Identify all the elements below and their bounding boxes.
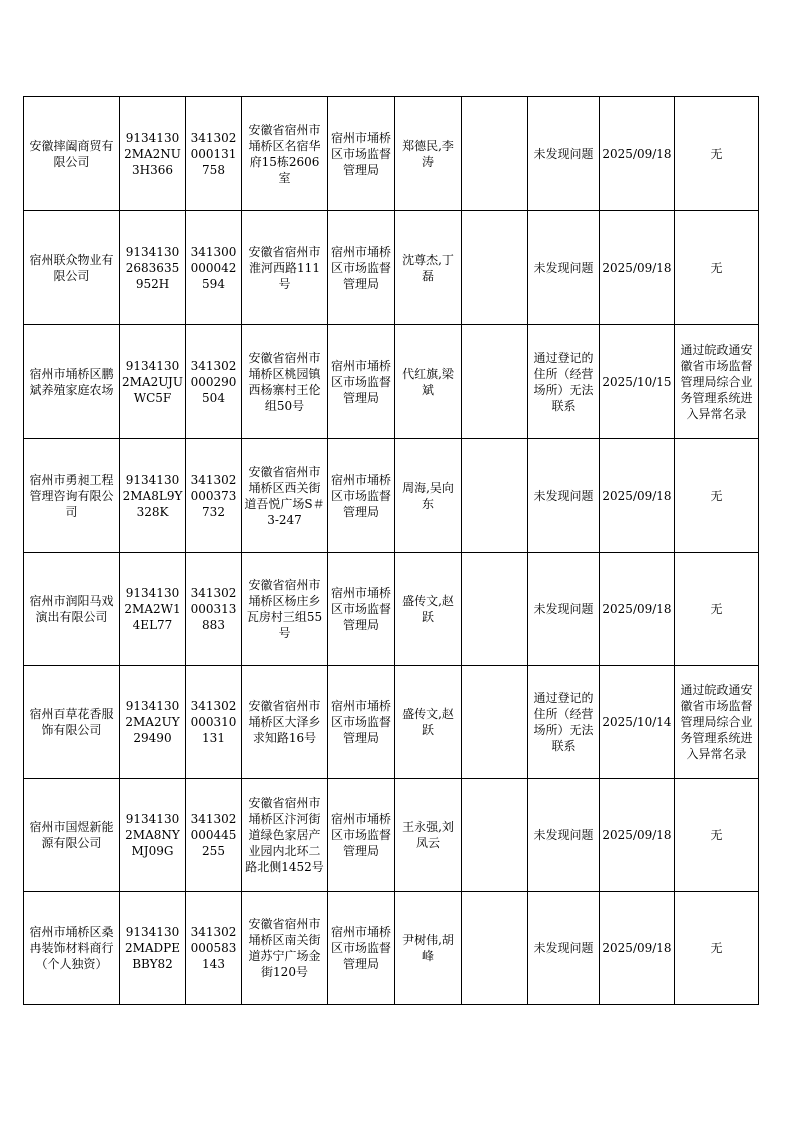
credit-code: 91341302MA8NYMJ09G bbox=[120, 779, 186, 892]
address: 安徽省宿州市埇桥区南关街道苏宁广场金街120号 bbox=[242, 892, 328, 1005]
authority: 宿州市埇桥区市场监督管理局 bbox=[328, 439, 395, 553]
registration-number: 341302000373732 bbox=[186, 439, 242, 553]
credit-code: 91341302683635952H bbox=[120, 211, 186, 325]
company-name: 宿州市埇桥区桑冉装饰材料商行（个人独资） bbox=[24, 892, 120, 1005]
credit-code: 91341302MA2NU3H366 bbox=[120, 97, 186, 211]
inspection-date: 2025/10/14 bbox=[600, 666, 675, 779]
address: 安徽省宿州市淮河西路111号 bbox=[242, 211, 328, 325]
blank-cell bbox=[462, 892, 528, 1005]
registration-number: 341302000583143 bbox=[186, 892, 242, 1005]
table-row bbox=[24, 666, 759, 779]
authority: 宿州市埇桥区市场监督管理局 bbox=[328, 97, 395, 211]
inspectors: 盛传文,赵跃 bbox=[395, 553, 462, 666]
inspection-date: 2025/09/18 bbox=[600, 211, 675, 325]
inspection-date: 2025/09/18 bbox=[600, 553, 675, 666]
registration-number: 341302000313883 bbox=[186, 553, 242, 666]
handling-result: 通过皖政通安徽省市场监督管理局综合业务管理系统进入异常名录 bbox=[675, 325, 759, 439]
inspection-result: 未发现问题 bbox=[528, 553, 600, 666]
inspection-result: 未发现问题 bbox=[528, 892, 600, 1005]
handling-result: 无 bbox=[675, 553, 759, 666]
blank-cell bbox=[462, 211, 528, 325]
table-body bbox=[24, 97, 759, 1005]
inspectors: 尹树伟,胡峰 bbox=[395, 892, 462, 1005]
inspectors: 代红旗,梁斌 bbox=[395, 325, 462, 439]
inspection-results-table bbox=[23, 96, 759, 1005]
credit-code: 91341302MA8L9Y328K bbox=[120, 439, 186, 553]
inspection-result: 通过登记的住所（经营场所）无法联系 bbox=[528, 325, 600, 439]
address: 安徽省宿州市埇桥区大泽乡求知路16号 bbox=[242, 666, 328, 779]
handling-result: 无 bbox=[675, 211, 759, 325]
inspection-result: 未发现问题 bbox=[528, 439, 600, 553]
inspection-result: 未发现问题 bbox=[528, 779, 600, 892]
company-name: 宿州百草花香服饰有限公司 bbox=[24, 666, 120, 779]
registration-number: 341302000310131 bbox=[186, 666, 242, 779]
credit-code: 91341302MA2UJUWC5F bbox=[120, 325, 186, 439]
inspection-date: 2025/10/15 bbox=[600, 325, 675, 439]
company-name: 宿州市勇昶工程管理咨询有限公司 bbox=[24, 439, 120, 553]
inspection-result: 未发现问题 bbox=[528, 97, 600, 211]
authority: 宿州市埇桥区市场监督管理局 bbox=[328, 666, 395, 779]
table-row bbox=[24, 439, 759, 553]
inspection-result: 通过登记的住所（经营场所）无法联系 bbox=[528, 666, 600, 779]
inspection-result: 未发现问题 bbox=[528, 211, 600, 325]
inspectors: 沈尊杰,丁磊 bbox=[395, 211, 462, 325]
inspection-date: 2025/09/18 bbox=[600, 97, 675, 211]
company-name: 宿州市国煜新能源有限公司 bbox=[24, 779, 120, 892]
table-row bbox=[24, 553, 759, 666]
handling-result: 无 bbox=[675, 439, 759, 553]
handling-result: 通过皖政通安徽省市场监督管理局综合业务管理系统进入异常名录 bbox=[675, 666, 759, 779]
credit-code: 91341302MADPEBBY82 bbox=[120, 892, 186, 1005]
blank-cell bbox=[462, 325, 528, 439]
authority: 宿州市埇桥区市场监督管理局 bbox=[328, 553, 395, 666]
inspection-date: 2025/09/18 bbox=[600, 439, 675, 553]
registration-number: 341302000445255 bbox=[186, 779, 242, 892]
handling-result: 无 bbox=[675, 97, 759, 211]
table-row bbox=[24, 97, 759, 211]
address: 安徽省宿州市埇桥区杨庄乡瓦房村三组55号 bbox=[242, 553, 328, 666]
credit-code: 91341302MA2UY29490 bbox=[120, 666, 186, 779]
registration-number: 341302000290504 bbox=[186, 325, 242, 439]
blank-cell bbox=[462, 97, 528, 211]
company-name: 宿州市润阳马戏演出有限公司 bbox=[24, 553, 120, 666]
table-row bbox=[24, 325, 759, 439]
inspectors: 王永强,刘凤云 bbox=[395, 779, 462, 892]
table-row bbox=[24, 779, 759, 892]
registration-number: 341302000131758 bbox=[186, 97, 242, 211]
inspectors: 周海,吴向东 bbox=[395, 439, 462, 553]
table-row bbox=[24, 892, 759, 1005]
authority: 宿州市埇桥区市场监督管理局 bbox=[328, 325, 395, 439]
inspection-date: 2025/09/18 bbox=[600, 892, 675, 1005]
handling-result: 无 bbox=[675, 779, 759, 892]
blank-cell bbox=[462, 779, 528, 892]
table-row bbox=[24, 211, 759, 325]
address: 安徽省宿州市埇桥区名宿华府15栋2606室 bbox=[242, 97, 328, 211]
address: 安徽省宿州市埇桥区汴河街道绿色家居产业园内北环二路北侧1452号 bbox=[242, 779, 328, 892]
handling-result: 无 bbox=[675, 892, 759, 1005]
blank-cell bbox=[462, 666, 528, 779]
authority: 宿州市埇桥区市场监督管理局 bbox=[328, 211, 395, 325]
registration-number: 341300000042594 bbox=[186, 211, 242, 325]
inspection-date: 2025/09/18 bbox=[600, 779, 675, 892]
blank-cell bbox=[462, 553, 528, 666]
credit-code: 91341302MA2W14EL77 bbox=[120, 553, 186, 666]
address: 安徽省宿州市埇桥区西关街道吾悦广场S＃3-247 bbox=[242, 439, 328, 553]
authority: 宿州市埇桥区市场监督管理局 bbox=[328, 892, 395, 1005]
address: 安徽省宿州市埇桥区桃园镇西杨寨村王伦组50号 bbox=[242, 325, 328, 439]
authority: 宿州市埇桥区市场监督管理局 bbox=[328, 779, 395, 892]
inspectors: 盛传文,赵跃 bbox=[395, 666, 462, 779]
inspectors: 郑德民,李涛 bbox=[395, 97, 462, 211]
company-name: 宿州联众物业有限公司 bbox=[24, 211, 120, 325]
blank-cell bbox=[462, 439, 528, 553]
company-name: 宿州市埇桥区鹏斌养殖家庭农场 bbox=[24, 325, 120, 439]
company-name: 安徽摔阖商贸有限公司 bbox=[24, 97, 120, 211]
